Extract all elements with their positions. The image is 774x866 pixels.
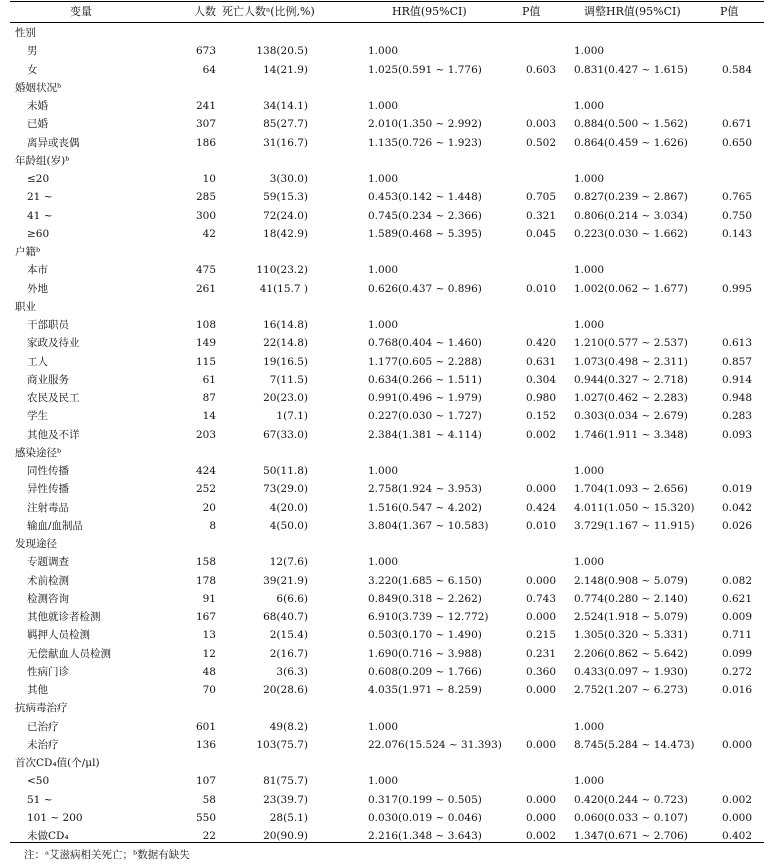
hr-cell: 0.634(0.266 ~ 1.511) [368, 373, 482, 386]
adjusted-hr-cell: 1.000 [574, 173, 605, 185]
hr-cell: 1.000 [368, 465, 399, 477]
adjusted-p-cell: 0.026 [721, 519, 752, 532]
p-value-cell: 0.705 [525, 191, 556, 204]
adjusted-hr-cell: 4.011(1.050 ~ 15.320) [574, 501, 695, 514]
p-value-cell: 0.231 [525, 647, 556, 660]
row-label: 已婚 [27, 118, 48, 131]
adjusted-hr-cell: 1.704(1.093 ~ 2.656) [574, 483, 688, 496]
p-value-cell: 0.000 [525, 574, 556, 587]
count-cell: 300 [195, 209, 216, 222]
row-label: 检测咨询 [27, 592, 69, 605]
hr-cell: 1.516(0.547 ~ 4.202) [368, 501, 482, 514]
deaths-cell: 110(23.2) [256, 264, 308, 277]
row-label: ≤20 [27, 173, 50, 185]
table-row [10, 480, 764, 498]
adjusted-hr-cell: 0.303(0.034 ~ 2.679) [574, 410, 688, 423]
count-cell: 307 [195, 118, 216, 131]
table-row [10, 718, 764, 736]
table-row [10, 115, 764, 133]
adjusted-p-cell: 0.002 [721, 793, 752, 806]
row-label: 女 [27, 63, 38, 76]
count-cell: 136 [195, 738, 216, 751]
adjusted-hr-cell: 0.884(0.500 ~ 1.562) [574, 118, 688, 131]
adjusted-p-cell: 0.948 [721, 392, 752, 404]
table-footnote: 注：ᵃ艾滋病相关死亡；ᵇ数据有缺失 [24, 849, 190, 861]
row-label: 101 ~ 200 [27, 811, 83, 824]
adjusted-hr-cell: 0.831(0.427 ~ 1.615) [574, 63, 688, 76]
hr-cell: 1.589(0.468 ~ 5.395) [368, 227, 482, 240]
table-row [10, 371, 764, 389]
header-rule [10, 22, 764, 23]
table-row [10, 188, 764, 206]
table-row [10, 827, 764, 845]
hr-cell: 3.804(1.367 ~ 10.583) [368, 519, 489, 532]
row-label: 离异或丧偶 [27, 136, 80, 149]
count-cell: 42 [202, 227, 216, 240]
hr-cell: 0.030(0.019 ~ 0.046) [368, 811, 482, 824]
p-value-cell: 0.304 [525, 373, 556, 386]
p-value-cell: 0.003 [525, 118, 556, 131]
row-label: 41 ~ [27, 209, 53, 222]
header-adjusted-hr: 调整HR值(95%CI) [584, 5, 681, 18]
p-value-cell: 0.000 [525, 483, 556, 496]
count-cell: 601 [195, 720, 216, 733]
row-label: 学生 [27, 410, 48, 423]
count-cell: 261 [195, 282, 216, 295]
hr-cell: 6.910(3.739 ~ 12.772) [368, 611, 489, 623]
hr-cell: 0.453(0.142 ~ 1.448) [368, 191, 482, 204]
adjusted-p-cell: 0.019 [721, 483, 752, 496]
adjusted-hr-cell: 1.000 [574, 775, 605, 788]
table-header [10, 3, 764, 21]
hr-cell: 1.000 [368, 173, 399, 185]
row-label: 商业服务 [27, 373, 69, 386]
adjusted-hr-cell: 8.745(5.284 ~ 14.473) [574, 738, 695, 751]
adjusted-p-cell: 0.042 [721, 501, 752, 514]
table-row [10, 462, 764, 480]
p-value-cell: 0.000 [525, 738, 556, 751]
row-label: 工人 [27, 355, 48, 368]
table-row [10, 389, 764, 407]
row-label: 输血/血制品 [27, 519, 84, 532]
p-value-cell: 0.152 [525, 410, 556, 423]
adjusted-p-cell: 0.765 [721, 191, 752, 204]
deaths-cell: 20(90.9) [263, 830, 308, 842]
adjusted-hr-cell: 2.524(1.918 ~ 5.079) [574, 611, 688, 623]
row-label: 外地 [27, 282, 48, 295]
row-label: 家政及待业 [27, 337, 80, 350]
adjusted-p-cell: 0.621 [721, 592, 752, 605]
row-label: 已治疗 [27, 720, 59, 733]
adjusted-hr-cell: 1.073(0.498 ~ 2.311) [574, 355, 688, 368]
row-label: 感染途径ᵇ [15, 446, 62, 459]
count-cell: 10 [202, 173, 216, 185]
row-label: 户籍ᵇ [15, 246, 41, 258]
deaths-cell: 20(23.0) [263, 392, 308, 404]
header-deaths: 死亡人数ᵃ(比例,%) [222, 5, 315, 18]
table-row [10, 608, 764, 626]
count-cell: 241 [195, 100, 216, 112]
count-cell: 424 [195, 465, 216, 477]
row-label: 其他及不详 [27, 428, 80, 441]
deaths-cell: 12(7.6) [269, 556, 308, 569]
row-label: 未做CD₄ [27, 830, 69, 842]
p-value-cell: 0.010 [525, 519, 556, 532]
count-cell: 12 [202, 647, 216, 660]
hr-cell: 0.991(0.496 ~ 1.979) [368, 392, 482, 404]
adjusted-p-cell: 0.000 [721, 811, 752, 824]
hr-cell: 0.608(0.209 ~ 1.766) [368, 665, 482, 678]
adjusted-hr-cell: 1.002(0.062 ~ 1.677) [574, 282, 688, 295]
row-label: 术前检测 [27, 574, 69, 587]
row-label: 农民及民工 [27, 392, 80, 404]
row-label: 未婚 [27, 100, 48, 112]
adjusted-hr-cell: 1.000 [574, 465, 605, 477]
count-cell: 20 [202, 501, 216, 514]
hr-cell: 0.745(0.234 ~ 2.366) [368, 209, 482, 222]
group-header-row [10, 24, 764, 42]
deaths-cell: 3(6.3) [276, 665, 308, 678]
table-row [10, 334, 764, 352]
adjusted-hr-cell: 0.944(0.327 ~ 2.718) [574, 373, 688, 386]
hr-cell: 0.849(0.318 ~ 2.262) [368, 592, 482, 605]
count-cell: 14 [202, 410, 216, 423]
count-cell: 108 [195, 319, 216, 331]
deaths-cell: 3(30.0) [269, 173, 308, 185]
row-label: 异性传播 [27, 483, 69, 496]
count-cell: 673 [195, 45, 216, 58]
adjusted-hr-cell: 2.148(0.908 ~ 5.079) [574, 574, 688, 587]
p-value-cell: 0.000 [525, 811, 556, 824]
deaths-cell: 59(15.3) [263, 191, 308, 204]
adjusted-p-cell: 0.711 [721, 629, 752, 642]
deaths-cell: 18(42.9) [263, 227, 308, 240]
adjusted-hr-cell: 1.000 [574, 45, 605, 58]
count-cell: 252 [195, 483, 216, 496]
adjusted-p-cell: 0.000 [721, 738, 752, 751]
deaths-cell: 19(16.5) [263, 355, 308, 368]
adjusted-p-cell: 0.857 [721, 355, 752, 368]
group-header-row [10, 243, 764, 261]
count-cell: 203 [195, 428, 216, 441]
row-label: 本市 [27, 264, 48, 277]
table-row [10, 280, 764, 298]
table-row [10, 572, 764, 590]
adjusted-p-cell: 0.914 [721, 373, 752, 386]
p-value-cell: 0.000 [525, 793, 556, 806]
hr-cell: 3.220(1.685 ~ 6.150) [368, 574, 482, 587]
hr-cell: 2.010(1.350 ~ 2.992) [368, 118, 482, 131]
p-value-cell: 0.360 [525, 665, 556, 678]
hr-cell: 1.177(0.605 ~ 2.288) [368, 355, 482, 368]
row-label: 婚姻状况ᵇ [15, 81, 62, 94]
deaths-cell: 4(20.0) [269, 501, 308, 514]
group-header-row [10, 152, 764, 170]
table-row [10, 663, 764, 681]
row-label: <50 [27, 775, 50, 788]
row-label: 羁押人员检测 [27, 629, 90, 642]
adjusted-hr-cell: 1.305(0.320 ~ 5.331) [574, 629, 688, 642]
deaths-cell: 20(28.6) [263, 684, 308, 696]
row-label: 首次CD₄值(个/μl) [15, 757, 100, 769]
table-row [10, 426, 764, 444]
deaths-cell: 85(27.7) [263, 118, 308, 131]
deaths-cell: 2(15.4) [269, 629, 308, 642]
adjusted-p-cell: 0.671 [721, 118, 752, 131]
adjusted-hr-cell: 1.000 [574, 720, 605, 733]
p-value-cell: 0.045 [525, 227, 556, 240]
deaths-cell: 34(14.1) [263, 100, 308, 112]
hr-cell: 4.035(1.971 ~ 8.259) [368, 684, 482, 696]
deaths-cell: 138(20.5) [256, 45, 308, 58]
count-cell: 58 [202, 793, 216, 806]
count-cell: 61 [202, 373, 216, 386]
p-value-cell: 0.424 [525, 501, 556, 514]
count-cell: 70 [202, 684, 216, 696]
table-row [10, 407, 764, 425]
table-row [10, 772, 764, 790]
count-cell: 64 [202, 63, 216, 76]
adjusted-hr-cell: 1.746(1.911 ~ 3.348) [574, 428, 688, 441]
row-label: 注射毒品 [27, 501, 69, 514]
adjusted-hr-cell: 3.729(1.167 ~ 11.915) [574, 519, 695, 532]
adjusted-hr-cell: 0.420(0.244 ~ 0.723) [574, 793, 688, 806]
row-label: 同性传播 [27, 465, 69, 477]
adjusted-p-cell: 0.093 [721, 428, 752, 441]
p-value-cell: 0.000 [525, 684, 556, 696]
row-label: 发现途径 [15, 538, 57, 550]
hr-cell: 0.317(0.199 ~ 0.505) [368, 793, 482, 806]
row-label: 职业 [15, 300, 36, 313]
deaths-cell: 4(50.0) [269, 519, 308, 532]
hr-cell: 2.758(1.924 ~ 3.953) [368, 483, 482, 496]
hr-cell: 22.076(15.524 ~ 31.393) [368, 738, 502, 751]
group-header-row [10, 298, 764, 316]
adjusted-p-cell: 0.402 [721, 830, 752, 842]
row-label: 未治疗 [27, 738, 59, 751]
deaths-cell: 81(75.7) [263, 775, 308, 788]
count-cell: 22 [202, 830, 216, 842]
deaths-cell: 41(15.7 ) [259, 282, 308, 295]
count-cell: 475 [195, 264, 216, 277]
deaths-cell: 2(16.7) [269, 647, 308, 660]
hr-cell: 2.216(1.348 ~ 3.643) [368, 830, 482, 842]
adjusted-p-cell: 0.650 [721, 136, 752, 149]
adjusted-p-cell: 0.082 [721, 574, 752, 587]
count-cell: 8 [209, 519, 216, 532]
deaths-cell: 23(39.7) [263, 793, 308, 806]
row-label: 无偿献血人员检测 [27, 647, 111, 660]
row-label: 性病门诊 [27, 665, 69, 678]
header-p: P值 [522, 5, 541, 18]
deaths-cell: 68(40.7) [263, 611, 308, 623]
deaths-cell: 67(33.0) [263, 428, 308, 441]
count-cell: 158 [195, 556, 216, 569]
deaths-cell: 31(16.7) [263, 136, 308, 149]
count-cell: 13 [202, 629, 216, 642]
hr-cell: 1.000 [368, 720, 399, 733]
adjusted-p-cell: 0.016 [721, 684, 752, 696]
table-row [10, 553, 764, 571]
row-label: 年龄组(岁)ᵇ [15, 154, 70, 167]
deaths-cell: 22(14.8) [263, 337, 308, 350]
deaths-cell: 6(6.6) [276, 592, 308, 605]
hr-cell: 1.000 [368, 264, 399, 277]
header-hr: HR值(95%CI) [392, 5, 467, 18]
row-label: ≥60 [27, 227, 50, 240]
p-value-cell: 0.631 [525, 355, 556, 368]
hr-cell: 0.626(0.437 ~ 0.896) [368, 282, 482, 295]
hr-cell: 2.384(1.381 ~ 4.114) [368, 428, 482, 441]
row-label: 男 [27, 45, 38, 58]
deaths-cell: 14(21.9) [263, 63, 308, 76]
header-count: 人数 [194, 5, 216, 18]
adjusted-hr-cell: 2.752(1.207 ~ 6.273) [574, 684, 688, 696]
table-row [10, 225, 764, 243]
count-cell: 178 [195, 574, 216, 587]
row-label: 专题调查 [27, 556, 69, 569]
adjusted-hr-cell: 0.827(0.239 ~ 2.867) [574, 191, 688, 204]
p-value-cell: 0.980 [525, 392, 556, 404]
hr-cell: 1.025(0.591 ~ 1.776) [368, 63, 482, 76]
adjusted-hr-cell: 1.000 [574, 100, 605, 112]
hr-cell: 0.227(0.030 ~ 1.727) [368, 410, 482, 423]
count-cell: 91 [202, 592, 216, 605]
row-label: 其他 [27, 684, 48, 696]
hr-cell: 1.000 [368, 319, 399, 331]
top-rule [10, 1, 764, 2]
table-row [10, 97, 764, 115]
hr-cell: 1.000 [368, 100, 399, 112]
table-row [10, 645, 764, 663]
group-header-row [10, 754, 764, 772]
hr-cell: 0.503(0.170 ~ 1.490) [368, 629, 482, 642]
adjusted-hr-cell: 1.000 [574, 556, 605, 569]
deaths-cell: 39(21.9) [263, 574, 308, 587]
table-row [10, 791, 764, 809]
group-header-row [10, 79, 764, 97]
adjusted-p-cell: 0.750 [721, 209, 752, 222]
table-row [10, 590, 764, 608]
deaths-cell: 49(8.2) [269, 720, 308, 733]
adjusted-hr-cell: 0.060(0.033 ~ 0.107) [574, 811, 688, 824]
count-cell: 48 [202, 665, 216, 678]
group-header-row [10, 535, 764, 553]
adjusted-p-cell: 0.584 [721, 63, 752, 76]
hr-cell: 0.768(0.404 ~ 1.460) [368, 337, 482, 350]
p-value-cell: 0.215 [525, 629, 556, 642]
hr-cell: 1.000 [368, 45, 399, 58]
p-value-cell: 0.603 [525, 63, 556, 76]
adjusted-p-cell: 0.009 [721, 611, 752, 623]
group-header-row [10, 699, 764, 717]
header-adjusted-p: P值 [720, 5, 739, 18]
row-label: 性别 [15, 27, 36, 39]
deaths-cell: 16(14.8) [263, 319, 308, 331]
table-row [10, 517, 764, 535]
row-label: 51 ~ [27, 793, 53, 806]
header-variable: 变量 [70, 5, 92, 18]
table-row [10, 353, 764, 371]
table-row [10, 134, 764, 152]
p-value-cell: 0.002 [525, 428, 556, 441]
table-row [10, 170, 764, 188]
adjusted-hr-cell: 0.864(0.459 ~ 1.626) [574, 136, 688, 149]
count-cell: 107 [195, 775, 216, 788]
table-row [10, 42, 764, 60]
adjusted-p-cell: 0.613 [721, 337, 752, 350]
p-value-cell: 0.321 [525, 209, 556, 222]
group-header-row [10, 444, 764, 462]
hr-cell: 1.690(0.716 ~ 3.988) [368, 647, 482, 660]
adjusted-p-cell: 0.272 [721, 665, 752, 678]
hr-cell: 1.135(0.726 ~ 1.923) [368, 136, 482, 149]
p-value-cell: 0.420 [525, 337, 556, 350]
count-cell: 115 [195, 355, 216, 368]
row-label: 抗病毒治疗 [15, 702, 68, 715]
deaths-cell: 28(5.1) [269, 811, 308, 824]
adjusted-hr-cell: 1.000 [574, 264, 605, 277]
count-cell: 87 [202, 392, 216, 404]
hr-cell: 1.000 [368, 556, 399, 569]
p-value-cell: 0.502 [525, 136, 556, 149]
table-row [10, 809, 764, 827]
adjusted-hr-cell: 0.806(0.214 ~ 3.034) [574, 209, 688, 222]
adjusted-hr-cell: 1.210(0.577 ~ 2.537) [574, 337, 688, 350]
deaths-cell: 72(24.0) [263, 209, 308, 222]
count-cell: 186 [195, 136, 216, 149]
p-value-cell: 0.000 [525, 611, 556, 623]
row-label: 21 ~ [27, 191, 53, 204]
count-cell: 167 [195, 611, 216, 623]
table-row [10, 261, 764, 279]
p-value-cell: 0.743 [525, 592, 556, 605]
adjusted-hr-cell: 2.206(0.862 ~ 5.642) [574, 647, 688, 660]
table-row [10, 736, 764, 754]
adjusted-p-cell: 0.143 [721, 227, 752, 240]
deaths-cell: 1(7.1) [276, 410, 308, 423]
row-label: 干部职员 [27, 319, 69, 331]
deaths-cell: 7(11.5) [269, 373, 308, 386]
adjusted-hr-cell: 0.774(0.280 ~ 2.140) [574, 592, 688, 605]
table-row [10, 207, 764, 225]
adjusted-p-cell: 0.099 [721, 647, 752, 660]
count-cell: 149 [195, 337, 216, 350]
table-row [10, 626, 764, 644]
count-cell: 550 [195, 811, 216, 824]
hr-cell: 1.000 [368, 775, 399, 788]
adjusted-p-cell: 0.283 [721, 410, 752, 423]
deaths-cell: 50(11.8) [263, 465, 308, 477]
p-value-cell: 0.010 [525, 282, 556, 295]
adjusted-hr-cell: 1.000 [574, 319, 605, 331]
p-value-cell: 0.002 [525, 830, 556, 842]
row-label: 其他就诊者检测 [27, 611, 101, 623]
table-row [10, 499, 764, 517]
adjusted-p-cell: 0.995 [721, 282, 752, 295]
table-row [10, 316, 764, 334]
adjusted-hr-cell: 0.223(0.030 ~ 1.662) [574, 227, 688, 240]
table-row [10, 681, 764, 699]
deaths-cell: 103(75.7) [256, 738, 308, 751]
table-row [10, 61, 764, 79]
adjusted-hr-cell: 1.027(0.462 ~ 2.283) [574, 392, 688, 404]
adjusted-hr-cell: 0.433(0.097 ~ 1.930) [574, 665, 688, 678]
deaths-cell: 73(29.0) [263, 483, 308, 496]
adjusted-hr-cell: 1.347(0.671 ~ 2.706) [574, 830, 688, 842]
count-cell: 285 [195, 191, 216, 204]
